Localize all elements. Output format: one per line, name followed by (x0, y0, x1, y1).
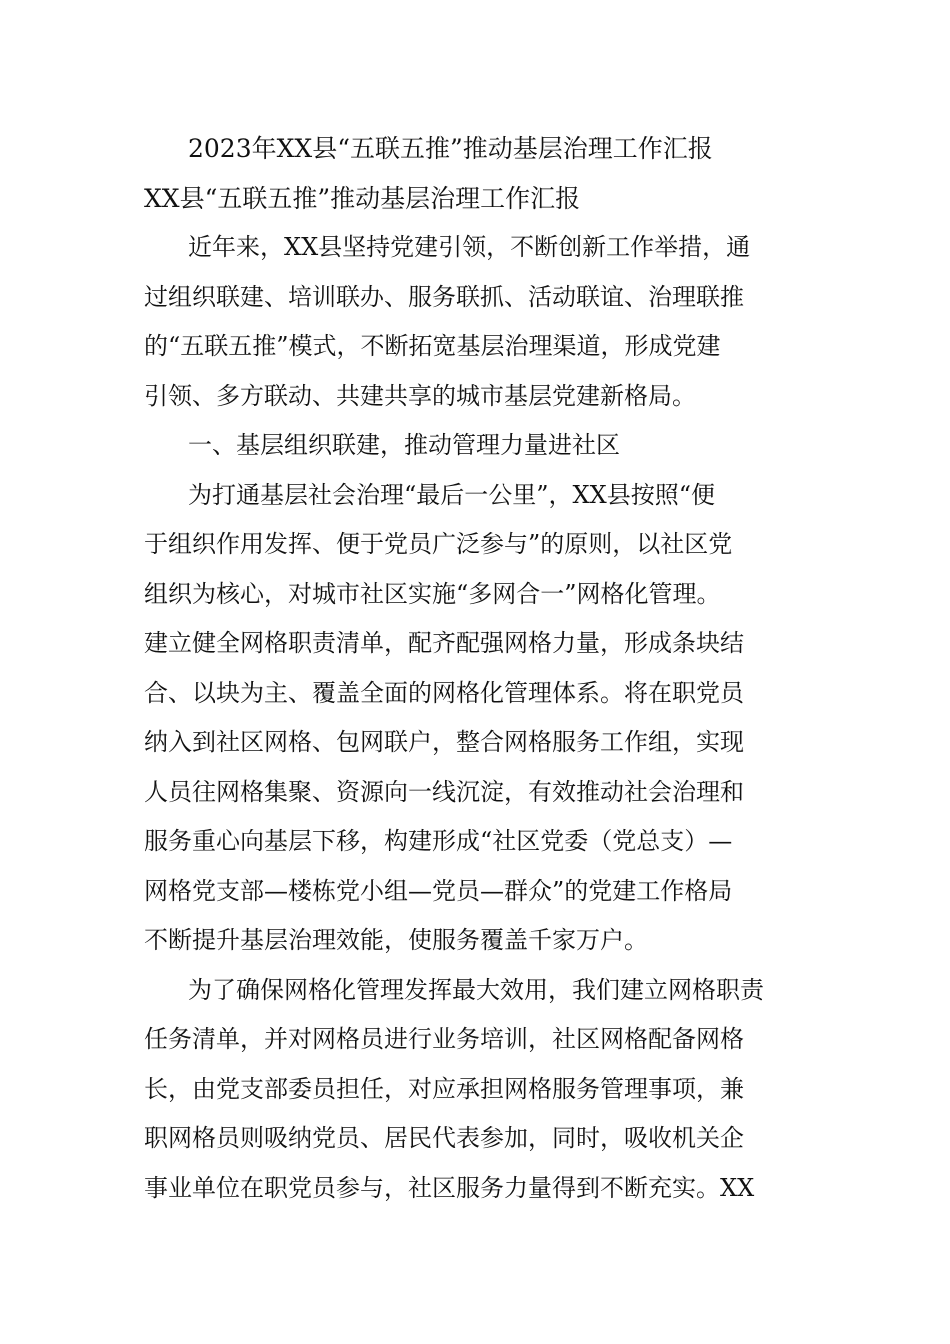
paragraph-line: 人员往网格集聚、资源向一线沉淀，有效推动社会治理和 (144, 777, 744, 806)
paragraph-section1 (144, 471, 808, 966)
paragraph-line: 于组织作用发挥、便于党员广泛参与”的原则，以社区党 (144, 530, 733, 558)
paragraph-line: 职网格员则吸纳党员、居民代表参加，同时，吸收机关企 (144, 1124, 744, 1152)
paragraph-line: 网格党支部—楼栋党小组—党员—群众”的党建工作格局 (144, 876, 733, 905)
paragraph-line: 合、以块为主、覆盖全面的网格化管理体系。将在职党员 (144, 678, 744, 707)
paragraph-line: 长，由党支部委员担任，对应承担网格服务管理事项，兼 (144, 1074, 744, 1103)
paragraph-line: 为打通基层社会治理“最后一公里”，XX县按照“便 (188, 480, 715, 509)
paragraph-line: 不断提升基层治理效能，使服务覆盖千家万户。 (144, 926, 648, 954)
section-heading: 一、基层组织联建，推动管理力量进社区 (188, 431, 620, 459)
paragraph-line: 服务重心向基层下移，构建形成“社区党委（党总支）— (144, 827, 733, 855)
document-body (144, 124, 808, 1213)
paragraph-line: 的“五联五推”模式，不断拓宽基层治理渠道，形成党建 (144, 332, 721, 360)
paragraph-line: 建立健全网格职责清单，配齐配强网格力量，形成条块结 (144, 629, 744, 657)
paragraph-line: 任务清单，并对网格员进行业务培训，社区网格配备网格 (144, 1025, 744, 1053)
paragraph-line: 引领、多方联动、共建共享的城市基层党建新格局。 (144, 381, 696, 410)
paragraph-line: 近年来，XX县坚持党建引领，不断创新工作举措，通 (188, 233, 751, 261)
document-subtitle: XX县“五联五推”推动基层治理工作汇报 (144, 183, 581, 213)
paragraph-intro (144, 223, 808, 421)
paragraph-section1-cont (144, 966, 808, 1214)
paragraph-line: 组织为核心，对城市社区实施“多网合一”网格化管理。 (144, 579, 721, 608)
paragraph-line: 过组织联建、培训联办、服务联抓、活动联谊、治理联推 (144, 282, 744, 311)
paragraph-line: 为了确保网格化管理发挥最大效用，我们建立网格职责 (188, 975, 764, 1004)
paragraph-line: 事业单位在职党员参与，社区服务力量得到不断充实。XX (144, 1173, 755, 1202)
document-title: 2023年XX县“五联五推”推动基层治理工作汇报 (188, 134, 713, 163)
paragraph-line: 纳入到社区网格、包网联户，整合网格服务工作组，实现 (144, 728, 744, 756)
